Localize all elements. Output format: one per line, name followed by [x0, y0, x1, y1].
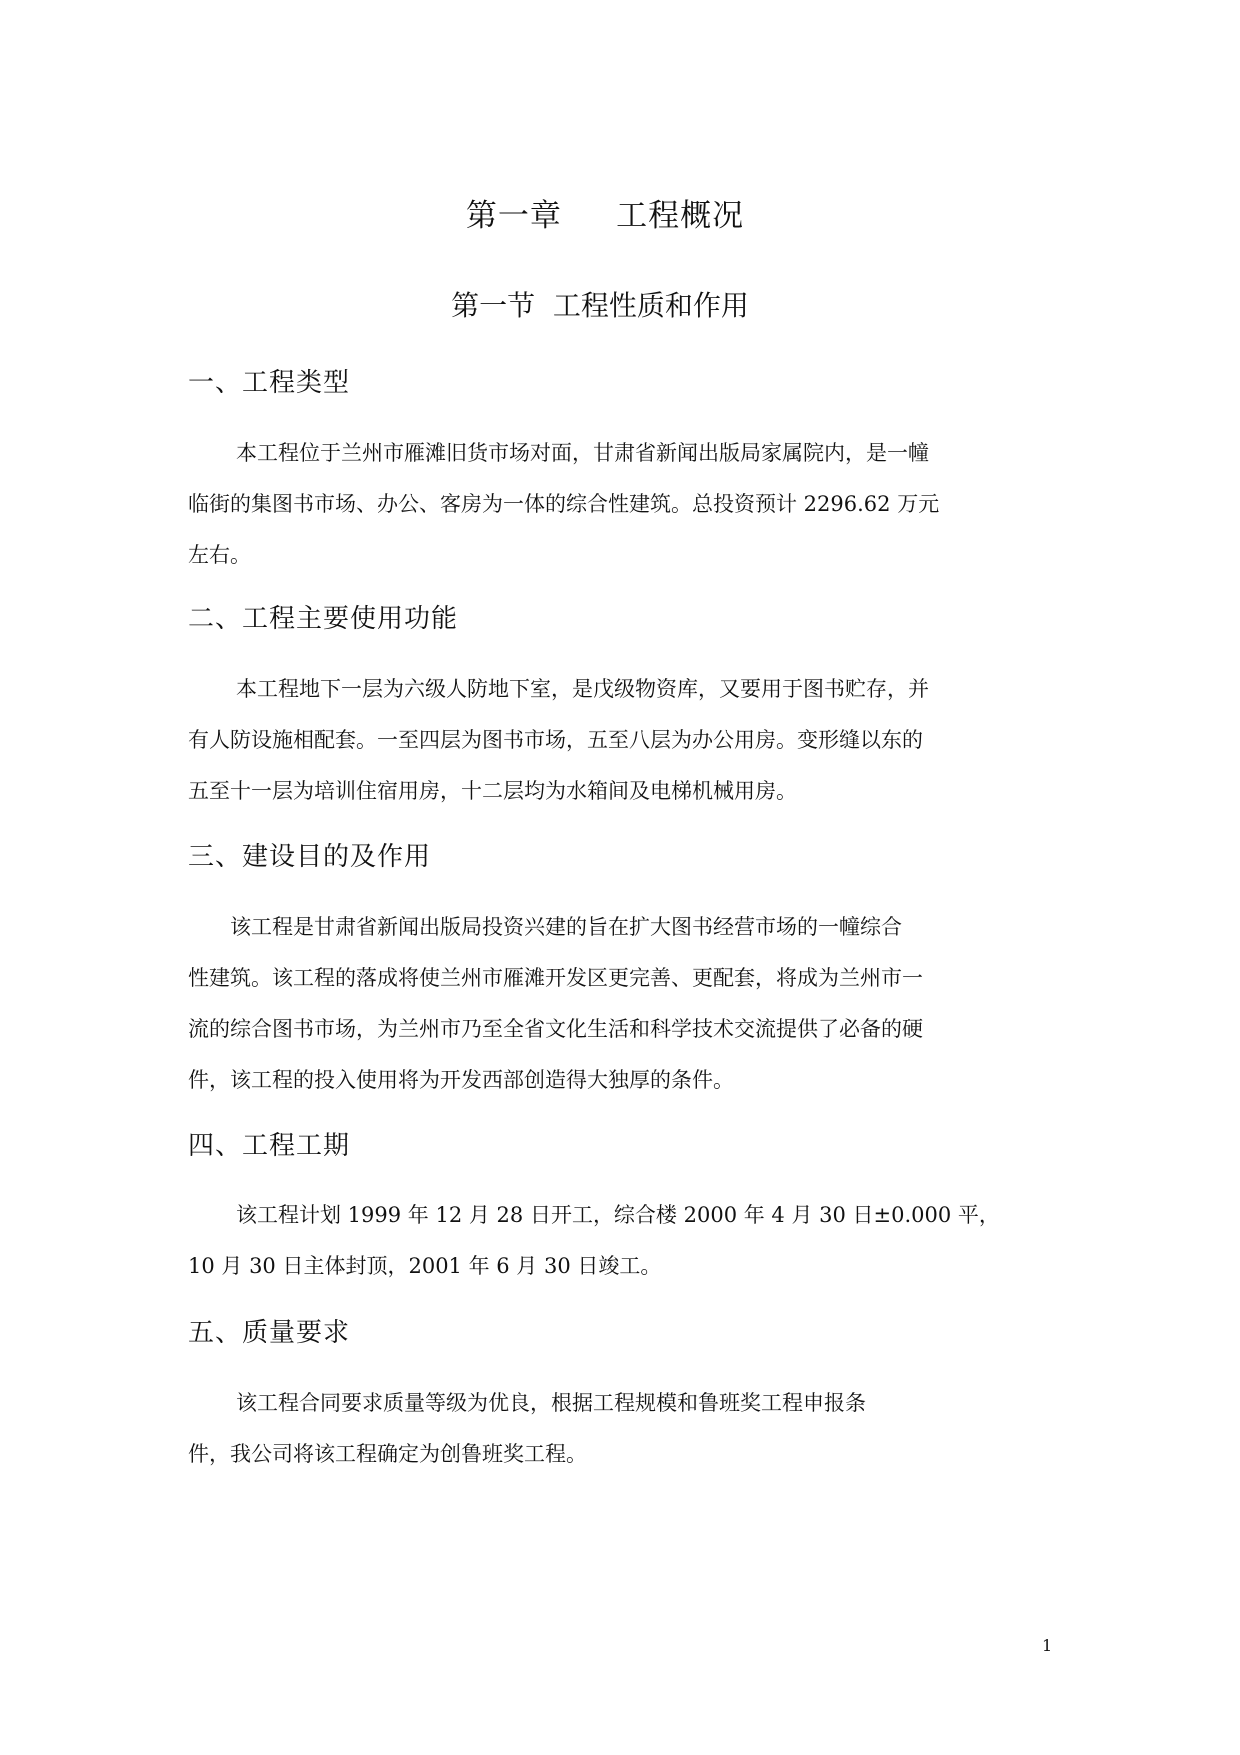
paragraph-line: 五至十一层为培训住宿用房，十二层均为水箱间及电梯机械用房。 — [188, 779, 797, 803]
paragraph-schedule — [188, 1190, 1000, 1292]
section-title: 第一节 工程性质和作用 — [451, 289, 749, 322]
section-heading-main-functions: 二、工程主要使用功能 — [188, 604, 459, 634]
section-heading-purpose: 三、建设目的及作用 — [188, 842, 432, 872]
paragraph-line: 该工程是甘肃省新闻出版局投资兴建的旨在扩大图书经营市场的一幢综合 — [230, 915, 902, 939]
paragraph-line: 该工程计划 1999 年 12 月 28 日开工，综合楼 2000 年 4 月 30 日±0.000 平， — [236, 1203, 1000, 1227]
section-heading-project-type: 一、工程类型 — [188, 368, 351, 398]
page-number: 1 — [1042, 1636, 1053, 1655]
paragraph-line: 件，该工程的投入使用将为开发西部创造得大独厚的条件。 — [188, 1068, 734, 1092]
paragraph-main-functions — [188, 664, 968, 817]
paragraph-line: 本工程地下一层为六级人防地下室，是戊级物资库，又要用于图书贮存，并 — [236, 677, 929, 701]
paragraph-line: 该工程合同要求质量等级为优良，根据工程规模和鲁班奖工程申报条 — [236, 1391, 866, 1415]
paragraph-purpose — [188, 902, 968, 1106]
paragraph-line: 10 月 30 日主体封顶，2001 年 6 月 30 日竣工。 — [188, 1254, 662, 1278]
paragraph-quality — [188, 1378, 968, 1480]
paragraph-project-type — [188, 428, 968, 581]
section-heading-schedule: 四、工程工期 — [188, 1131, 351, 1161]
paragraph-line: 件，我公司将该工程确定为创鲁班奖工程。 — [188, 1442, 587, 1466]
paragraph-line: 左右。 — [188, 543, 251, 567]
section-heading-quality: 五、质量要求 — [188, 1318, 351, 1348]
paragraph-line: 临街的集图书市场、办公、客房为一体的综合性建筑。总投资预计 2296.62 万元 — [188, 492, 940, 516]
paragraph-line: 流的综合图书市场，为兰州市乃至全省文化生活和科学技术交流提供了必备的硬 — [188, 1017, 923, 1041]
paragraph-line: 有人防设施相配套。一至四层为图书市场，五至八层为办公用房。变形缝以东的 — [188, 728, 923, 752]
paragraph-line: 本工程位于兰州市雁滩旧货市场对面，甘肃省新闻出版局家属院内，是一幢 — [236, 441, 929, 465]
paragraph-line: 性建筑。该工程的落成将使兰州市雁滩开发区更完善、更配套，将成为兰州市一 — [188, 966, 923, 990]
chapter-title: 第一章 工程概况 — [465, 198, 745, 234]
